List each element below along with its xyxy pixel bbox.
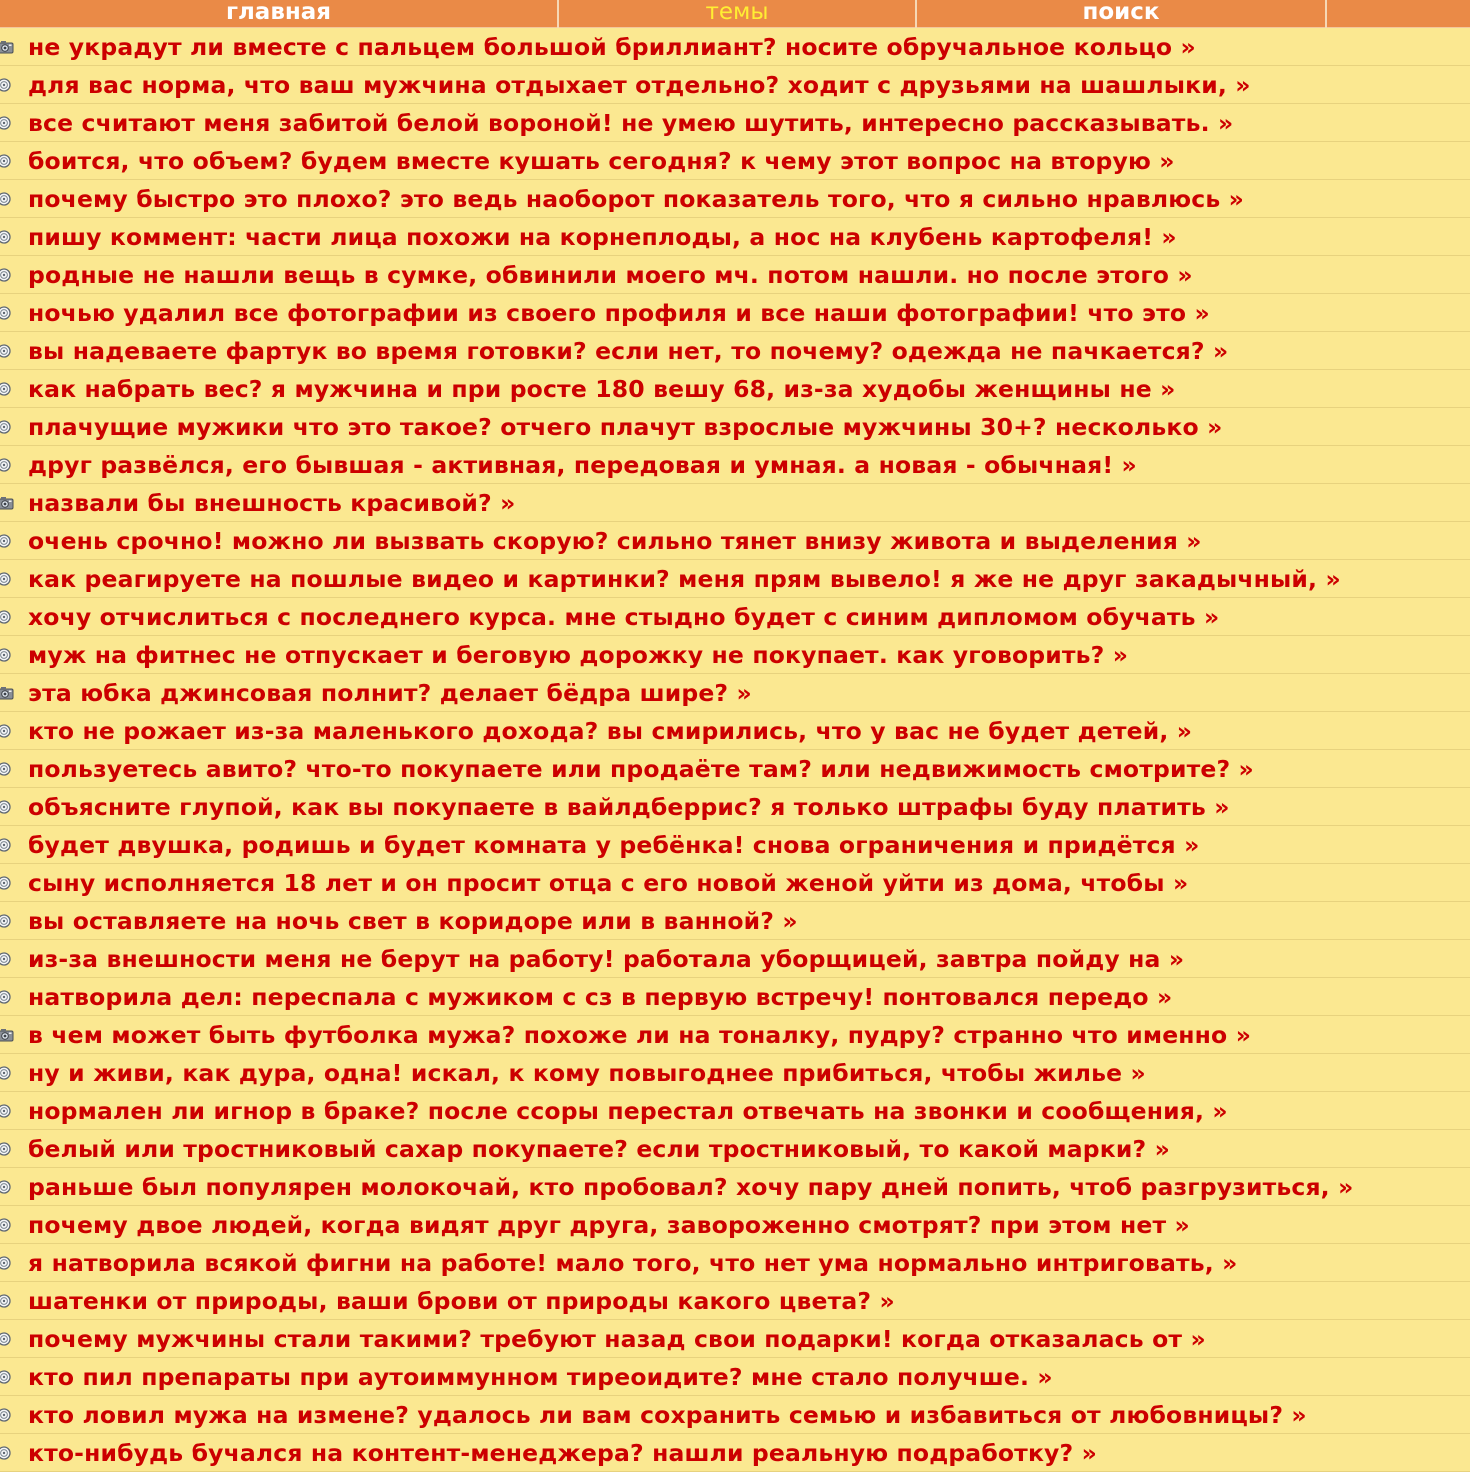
topic-link[interactable]: шатенки от природы, ваши брови от природы какого цвета? » [28, 1287, 895, 1315]
topic-row [0, 864, 1470, 902]
topic-row [0, 1320, 1470, 1358]
topic-row [0, 142, 1470, 180]
topic-link[interactable]: белый или тростниковый сахар покупаете? если тростниковый, то какой марки? » [28, 1135, 1170, 1163]
comment-icon [0, 1369, 14, 1383]
topic-row [0, 1396, 1470, 1434]
comment-icon [0, 229, 14, 243]
tab-search[interactable]: поиск [917, 0, 1327, 28]
topic-link[interactable]: друг развёлся, его бывшая - активная, передовая и умная. а новая - обычная! » [28, 451, 1137, 479]
topic-row [0, 826, 1470, 864]
comment-icon [0, 381, 14, 395]
topic-row [0, 636, 1470, 674]
topic-link[interactable]: будет двушка, родишь и будет комната у ребёнка! снова ограничения и придётся » [28, 831, 1200, 859]
topic-row [0, 712, 1470, 750]
topic-link[interactable]: эта юбка джинсовая полнит? делает бёдра шире? » [28, 679, 752, 707]
topic-link[interactable]: кто ловил мужа на измене? удалось ли вам сохранить семью и избавиться от любовницы? » [28, 1401, 1307, 1429]
topic-row [0, 1092, 1470, 1130]
topic-link[interactable]: ночью удалил все фотографии из своего профиля и все наши фотографии! что это » [28, 299, 1210, 327]
camera-icon [0, 39, 14, 53]
topic-link[interactable]: родные не нашли вещь в сумке, обвинили моего мч. потом нашли. но после этого » [28, 261, 1193, 289]
topic-link[interactable]: пользуетесь авито? что-то покупаете или продаёте там? или недвижимость смотрите? » [28, 755, 1254, 783]
comment-icon [0, 1331, 14, 1345]
comment-icon [0, 609, 14, 623]
topic-link[interactable]: сыну исполняется 18 лет и он просит отца с его новой женой уйти из дома, чтобы » [28, 869, 1189, 897]
topic-row [0, 66, 1470, 104]
comment-icon [0, 77, 14, 91]
topic-link[interactable]: ну и живи, как дура, одна! искал, к кому повыгоднее прибиться, чтобы жилье » [28, 1059, 1146, 1087]
topic-row [0, 180, 1470, 218]
topic-row [0, 978, 1470, 1016]
topic-row [0, 1206, 1470, 1244]
camera-icon [0, 1027, 14, 1041]
topic-link[interactable]: кто пил препараты при аутоиммунном тиреоидите? мне стало получше. » [28, 1363, 1053, 1391]
comment-icon [0, 419, 14, 433]
comment-icon [0, 1141, 14, 1155]
comment-icon [0, 1293, 14, 1307]
comment-icon [0, 1445, 14, 1459]
comment-icon [0, 1217, 14, 1231]
topic-link[interactable]: почему быстро это плохо? это ведь наоборот показатель того, что я сильно нравлюсь » [28, 185, 1245, 213]
topic-link[interactable]: пишу коммент: части лица похожи на корнеплоды, а нос на клубень картофеля! » [28, 223, 1177, 251]
comment-icon [0, 191, 14, 205]
topic-link[interactable]: как реагируете на пошлые видео и картинки? меня прям вывело! я же не друг закадычный, » [28, 565, 1341, 593]
topic-link[interactable]: вы надеваете фартук во время готовки? если нет, то почему? одежда не пачкается? » [28, 337, 1229, 365]
camera-icon [0, 685, 14, 699]
topic-row [0, 104, 1470, 142]
topic-link[interactable]: в чем может быть футболка мужа? похоже ли на тоналку, пудру? странно что именно » [28, 1021, 1252, 1049]
comment-icon [0, 951, 14, 965]
topic-row [0, 1434, 1470, 1472]
comment-icon [0, 1407, 14, 1421]
topic-link[interactable]: как набрать вес? я мужчина и при росте 180 вешу 68, из-за худобы женщины не » [28, 375, 1176, 403]
comment-icon [0, 1065, 14, 1079]
topic-row [0, 1282, 1470, 1320]
topic-link[interactable]: почему двое людей, когда видят друг друга, завороженно смотрят? при этом нет » [28, 1211, 1190, 1239]
topic-row [0, 1016, 1470, 1054]
topic-link[interactable]: кто-нибудь бучался на контент-менеджера? нашли реальную подработку? » [28, 1439, 1097, 1467]
camera-icon [0, 495, 14, 509]
topic-link[interactable]: я натворила всякой фигни на работе! мало того, что нет ума нормально интриговать, » [28, 1249, 1238, 1277]
comment-icon [0, 989, 14, 1003]
tab-extra[interactable] [1327, 0, 1470, 28]
topic-row [0, 674, 1470, 712]
comment-icon [0, 1179, 14, 1193]
topic-link[interactable]: натворила дел: переспала с мужиком с сз в первую встречу! понтовался передо » [28, 983, 1173, 1011]
topic-link[interactable]: из-за внешности меня не берут на работу! работала уборщицей, завтра пойду на » [28, 945, 1185, 973]
topic-row [0, 408, 1470, 446]
topic-link[interactable]: вы оставляете на ночь свет в коридоре или в ванной? » [28, 907, 798, 935]
topic-row [0, 788, 1470, 826]
comment-icon [0, 115, 14, 129]
topic-link[interactable]: плачущие мужики что это такое? отчего плачут взрослые мужчины 30+? несколько » [28, 413, 1223, 441]
topic-link[interactable]: не украдут ли вместе с пальцем большой бриллиант? носите обручальное кольцо » [28, 33, 1196, 61]
topic-link[interactable]: назвали бы внешность красивой? » [28, 489, 516, 517]
topic-link[interactable]: для вас норма, что ваш мужчина отдыхает отдельно? ходит с друзьями на шашлыки, » [28, 71, 1251, 99]
comment-icon [0, 913, 14, 927]
topic-row [0, 1358, 1470, 1396]
topic-row [0, 1054, 1470, 1092]
comment-icon [0, 1103, 14, 1117]
topic-link[interactable]: все считают меня забитой белой вороной! не умею шутить, интересно рассказывать. » [28, 109, 1234, 137]
comment-icon [0, 837, 14, 851]
topic-row [0, 446, 1470, 484]
topic-link[interactable]: почему мужчины стали такими? требуют назад свои подарки! когда отказалась от » [28, 1325, 1206, 1353]
topic-link[interactable]: очень срочно! можно ли вызвать скорую? сильно тянет внизу живота и выделения » [28, 527, 1202, 555]
topic-link[interactable]: нормален ли игнор в браке? после ссоры перестал отвечать на звонки и сообщения, » [28, 1097, 1228, 1125]
topic-row [0, 28, 1470, 66]
topic-row [0, 902, 1470, 940]
comment-icon [0, 571, 14, 585]
comment-icon [0, 1255, 14, 1269]
topic-row [0, 256, 1470, 294]
tab-topics[interactable]: темы [559, 0, 917, 28]
comment-icon [0, 647, 14, 661]
tab-home[interactable]: главная [0, 0, 559, 28]
topic-row [0, 1168, 1470, 1206]
top-nav [0, 0, 1470, 28]
comment-icon [0, 267, 14, 281]
comment-icon [0, 343, 14, 357]
topic-row [0, 598, 1470, 636]
comment-icon [0, 875, 14, 889]
comment-icon [0, 799, 14, 813]
topic-row [0, 1244, 1470, 1282]
comment-icon [0, 723, 14, 737]
topic-row [0, 940, 1470, 978]
topic-row [0, 484, 1470, 522]
comment-icon [0, 761, 14, 775]
topic-row [0, 370, 1470, 408]
topic-list [0, 28, 1470, 1472]
topic-link[interactable]: раньше был популярен молокочай, кто пробовал? хочу пару дней попить, чтоб разгрузиться, » [28, 1173, 1354, 1201]
topic-row [0, 750, 1470, 788]
topic-row [0, 218, 1470, 256]
topic-row [0, 1130, 1470, 1168]
comment-icon [0, 153, 14, 167]
comment-icon [0, 533, 14, 547]
topic-link[interactable]: боится, что объем? будем вместе кушать сегодня? к чему этот вопрос на вторую » [28, 147, 1175, 175]
topic-link[interactable]: кто не рожает из-за маленького дохода? вы смирились, что у вас не будет детей, » [28, 717, 1193, 745]
topic-row [0, 332, 1470, 370]
topic-row [0, 294, 1470, 332]
topic-row [0, 560, 1470, 598]
topic-row [0, 522, 1470, 560]
comment-icon [0, 457, 14, 471]
topic-link[interactable]: муж на фитнес не отпускает и беговую дорожку не покупает. как уговорить? » [28, 641, 1129, 669]
topic-link[interactable]: объясните глупой, как вы покупаете в вайлдберрис? я только штрафы буду платить » [28, 793, 1230, 821]
topic-link[interactable]: хочу отчислиться с последнего курса. мне стыдно будет с синим дипломом обучать » [28, 603, 1220, 631]
comment-icon [0, 305, 14, 319]
